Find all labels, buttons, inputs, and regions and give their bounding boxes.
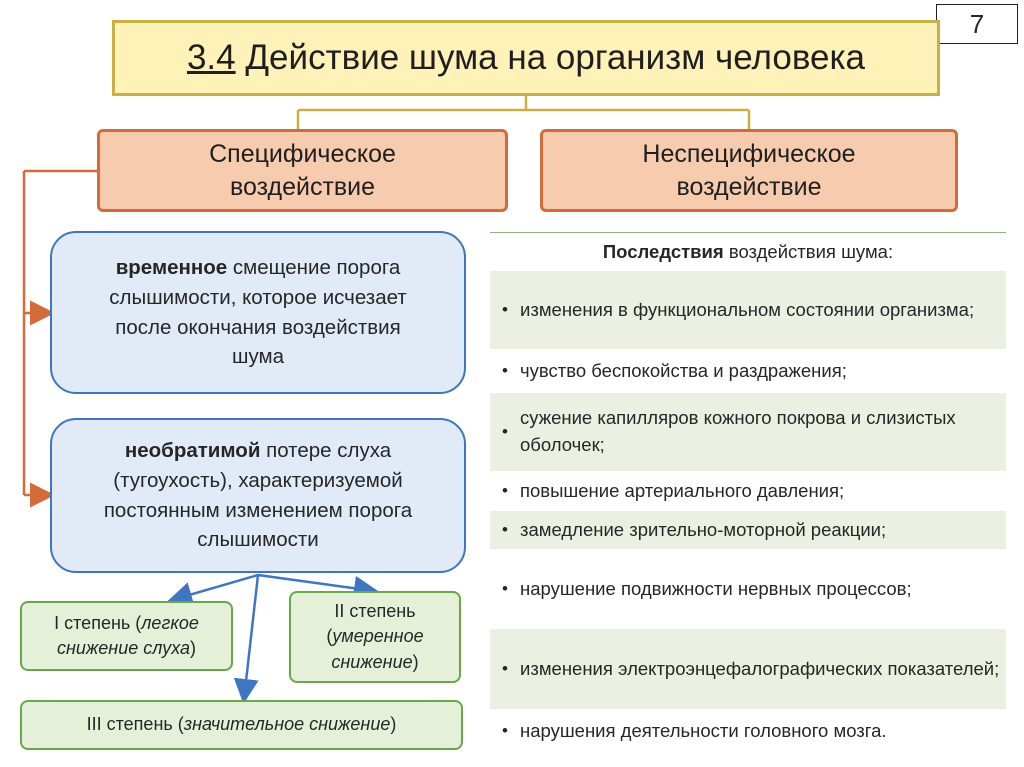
degree-1-suffix: ) xyxy=(190,638,196,658)
temporary-keyword: временное xyxy=(115,256,228,280)
list-item-text: замедление зрительно-моторной реакции; xyxy=(520,518,887,540)
list-item xyxy=(490,551,1006,627)
bullet-icon: • xyxy=(502,360,508,380)
list-item-text: чувство беспокойства и раздражения; xyxy=(520,359,847,381)
title-text: Действие шума на организм человека xyxy=(235,38,866,77)
specific-effect-box xyxy=(97,129,508,212)
list-item-text: повышение артериального давления; xyxy=(520,479,845,501)
degree-3-prefix: III степень ( xyxy=(86,714,184,735)
list-item-text: сужение капилляров кожного покрова и слизистых оболочек; xyxy=(520,407,956,455)
degree-1-prefix: I степень ( xyxy=(54,612,142,633)
nonspecific-effect-box xyxy=(540,129,958,212)
list-item-text: изменения электроэнцефалографических показателей; xyxy=(520,657,1000,679)
page-title xyxy=(112,20,940,96)
consequences-heading-bold: Последствия xyxy=(602,240,724,262)
list-item xyxy=(490,271,1006,349)
consequences-heading xyxy=(490,232,1006,270)
bullet-icon: • xyxy=(502,578,508,598)
title-section-number: 3.4 xyxy=(186,38,236,77)
degree-2-description: умеренное снижение xyxy=(331,626,424,672)
irreversible-description: потере слуха (тугоухость), характеризуемой постоянным изменением порога слышимости xyxy=(103,439,413,552)
consequences-heading-rest: воздействия шума: xyxy=(723,240,894,262)
degree-2-suffix: ) xyxy=(412,651,419,672)
title-branch-lines xyxy=(298,96,749,129)
list-item-text: изменения в функциональном состоянии организма; xyxy=(520,298,975,320)
bullet-icon: • xyxy=(502,658,508,678)
degree-1-description: легкое снижение слуха xyxy=(57,612,199,658)
bullet-icon: • xyxy=(502,720,508,740)
list-item xyxy=(490,393,1006,471)
specific-effect-label: Специфическое воздействие xyxy=(209,140,396,201)
slide-number: 7 xyxy=(936,4,1018,44)
list-item xyxy=(490,629,1006,709)
list-item-text: нарушения деятельности головного мозга. xyxy=(520,719,887,741)
degree-3-box xyxy=(20,700,463,750)
degree-1-box xyxy=(20,601,233,671)
nonspecific-effect-label: Неспецифическое воздействие xyxy=(642,140,856,201)
hearing-loss-box xyxy=(50,418,466,573)
temporary-shift-box xyxy=(50,231,466,394)
bullet-icon: • xyxy=(502,519,508,539)
bullet-icon: • xyxy=(502,480,508,500)
list-item xyxy=(490,711,1006,751)
degree-2-prefix: II степень ( xyxy=(326,601,416,647)
list-item xyxy=(490,473,1006,509)
bullet-icon: • xyxy=(502,421,508,441)
degree-3-suffix: ) xyxy=(390,714,397,735)
list-item xyxy=(490,511,1006,549)
degree-2-box xyxy=(289,591,461,683)
bullet-icon: • xyxy=(502,299,508,319)
degree-3-description: значительное снижение xyxy=(183,714,391,735)
list-item xyxy=(490,351,1006,391)
list-item-text: нарушение подвижности нервных процессов; xyxy=(520,577,912,599)
irreversible-keyword: необратимой xyxy=(124,439,261,463)
temporary-description: смещение порога слышимости, которое исчезает после окончания воздействия шума xyxy=(109,256,407,369)
